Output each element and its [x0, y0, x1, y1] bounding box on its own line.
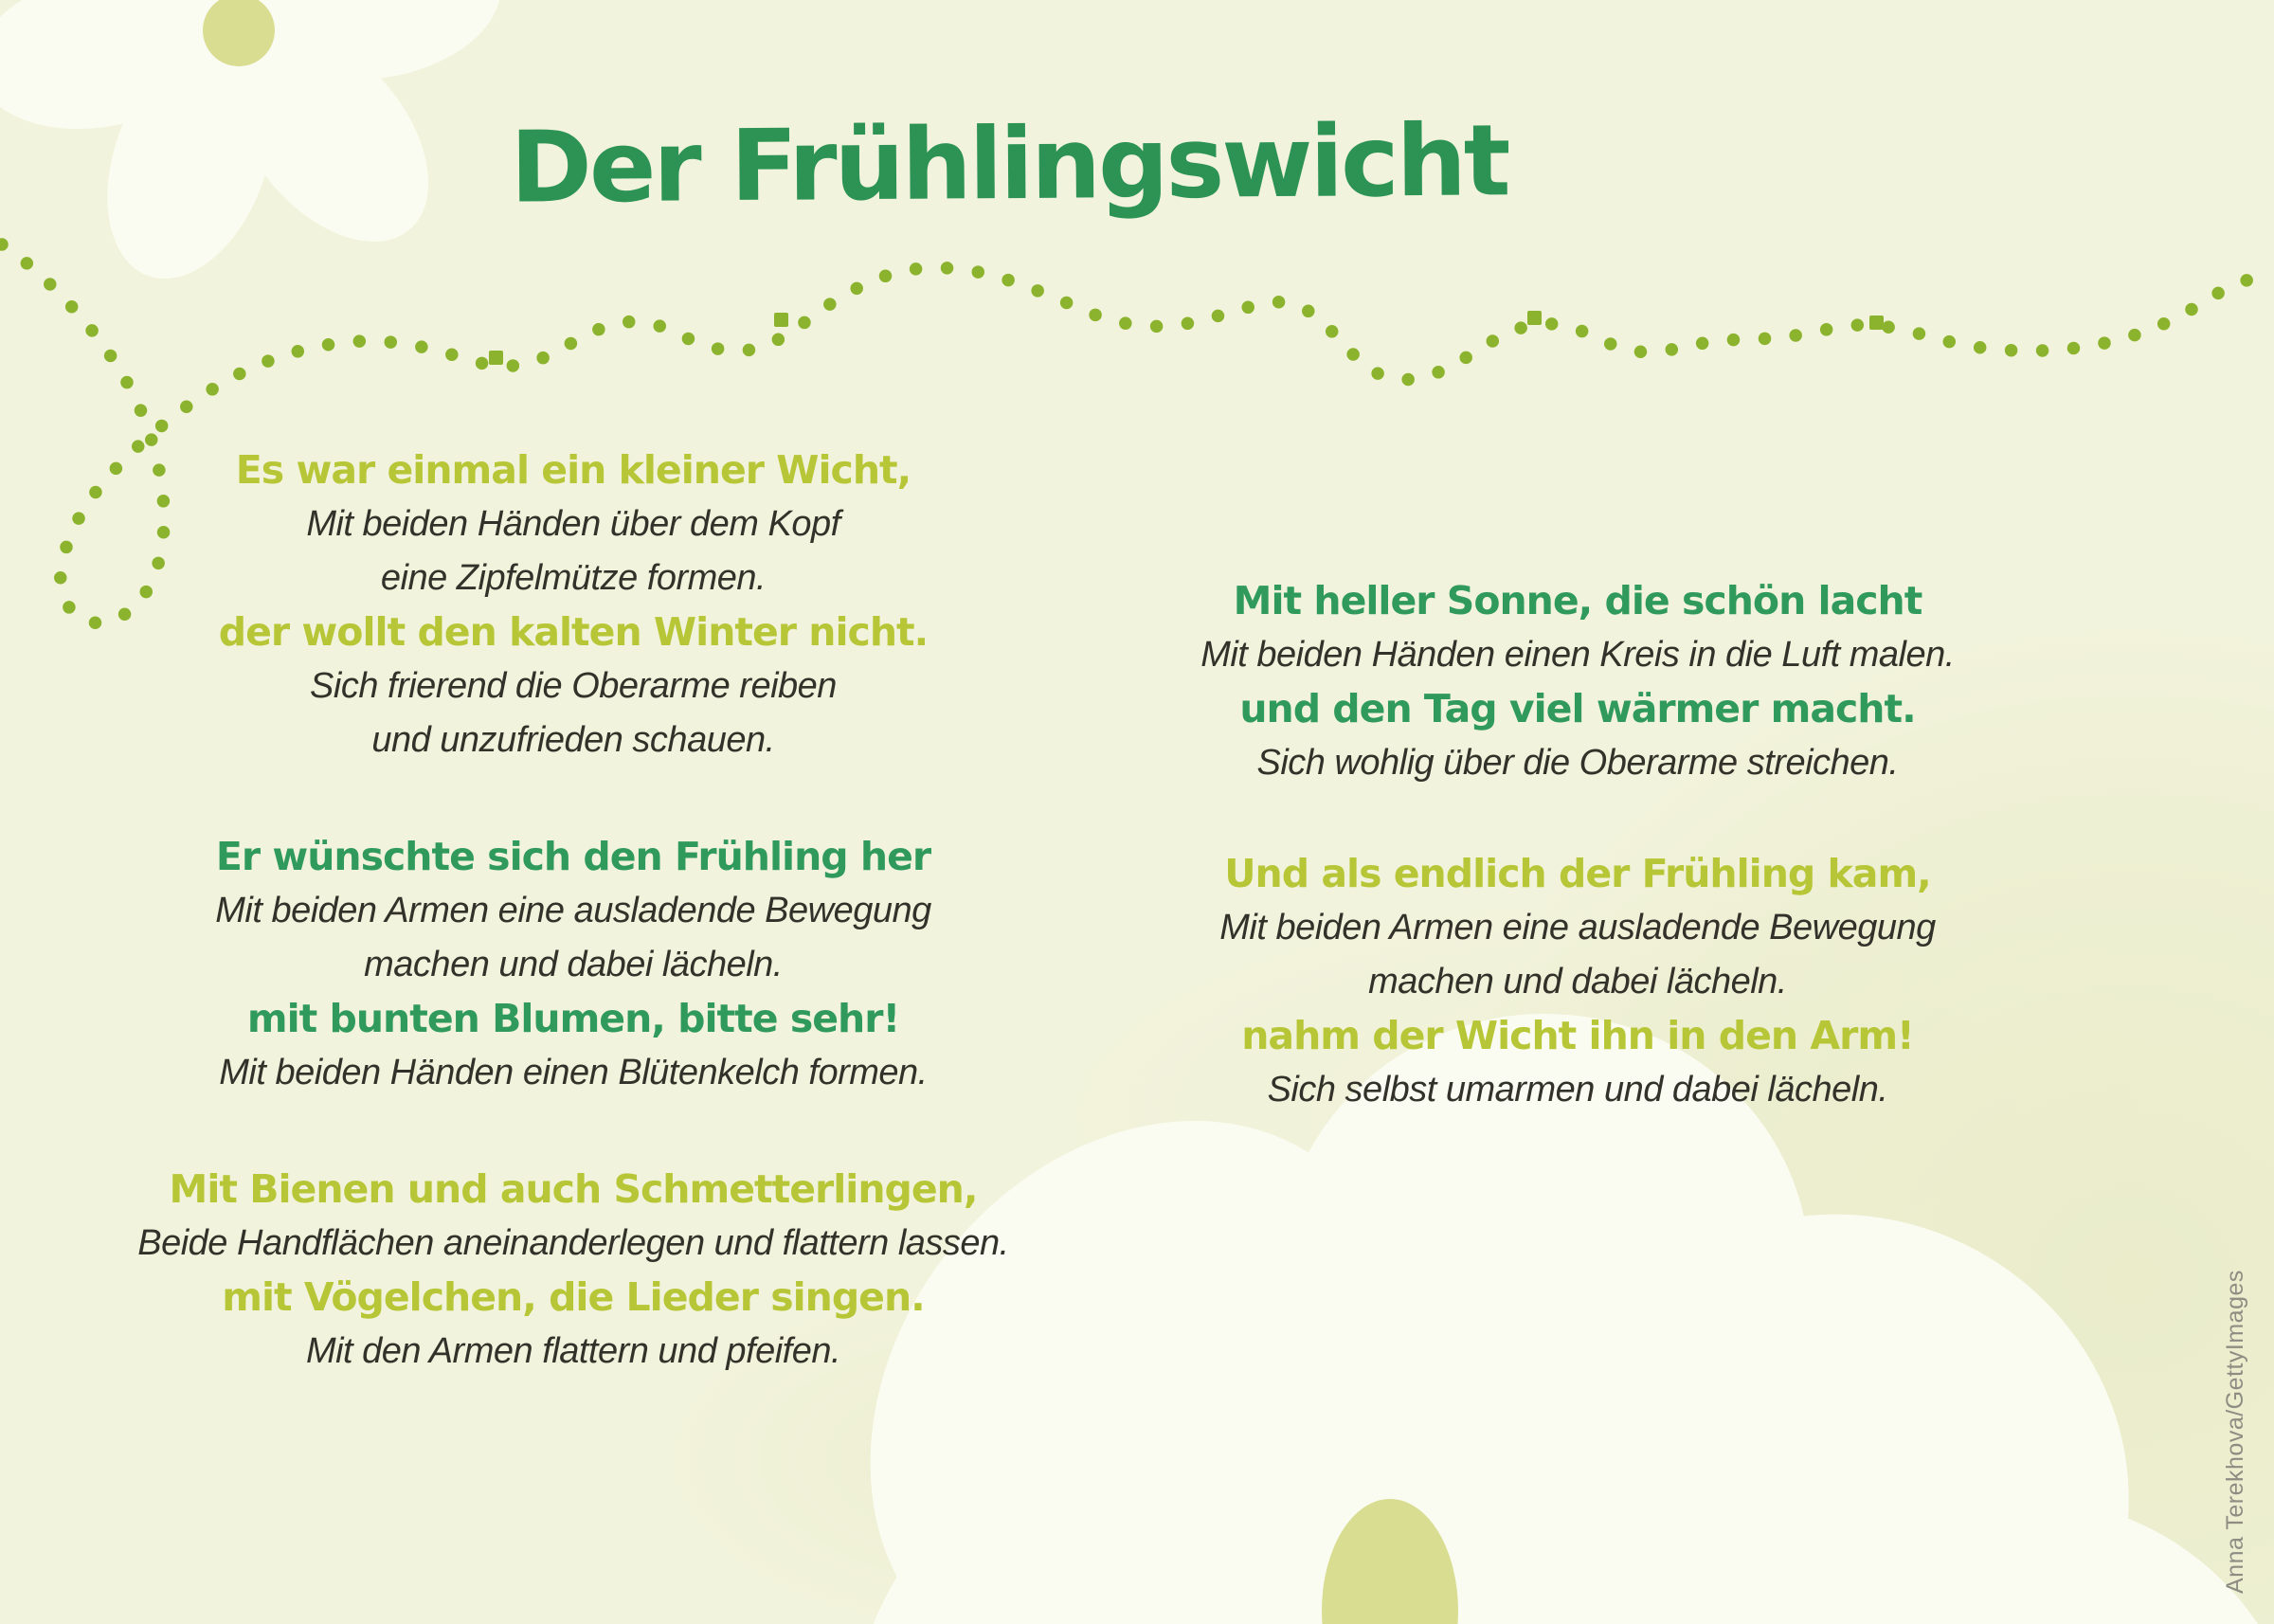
stanza [1118, 847, 2037, 1117]
gesture-instruction-line: Mit den Armen flattern und pfeifen. [305, 1331, 841, 1371]
gesture-instruction-line: Mit beiden Händen über dem Kopf [306, 504, 840, 544]
gesture-instruction-line: Beide Handflächen aneinanderlegen und flattern lassen. [137, 1223, 1009, 1263]
stanza [85, 443, 1061, 767]
gesture-instruction-line: Mit beiden Händen einen Blütenkelch formen. [219, 1053, 928, 1092]
verse-line: Mit heller Sonne, die schön lacht [1233, 578, 1922, 623]
photo-credit: Anna Terekhova/GettyImages [2222, 1270, 2248, 1594]
gesture-instruction-line: Sich wohlig über die Oberarme streichen. [1256, 743, 1899, 783]
gesture-instruction-line: Mit beiden Armen eine ausladende Bewegung [215, 891, 931, 930]
verse-line: Es war einmal ein kleiner Wicht, [235, 447, 911, 493]
verse-line: Mit Bienen und auch Schmetterlingen, [169, 1166, 978, 1212]
poem-column-right [1118, 574, 2037, 1117]
verse-line: der wollt den kalten Winter nicht. [218, 609, 929, 655]
page-title: Der Frühlingswicht [510, 101, 1508, 226]
verse-line: mit bunten Blumen, bitte sehr! [246, 996, 900, 1041]
gesture-instruction-line: Sich selbst umarmen und dabei lächeln. [1267, 1070, 1888, 1110]
gesture-instruction-line: und unzufrieden schauen. [371, 720, 775, 760]
stanza [85, 1163, 1061, 1379]
gesture-instruction-line: machen und dabei lächeln. [364, 945, 783, 984]
gesture-instruction-line: Sich frierend die Oberarme reiben [310, 666, 837, 706]
gesture-instruction-line: machen und dabei lächeln. [1368, 962, 1787, 1001]
verse-line: Und als endlich der Frühling kam, [1224, 851, 1931, 896]
stanza [1118, 574, 2037, 790]
verse-line: Er wünschte sich den Frühling her [215, 834, 931, 879]
poem-column-left [85, 443, 1061, 1379]
gesture-instruction-line: Mit beiden Armen eine ausladende Bewegung [1219, 908, 1936, 947]
gesture-instruction-line: Mit beiden Händen einen Kreis in die Luft malen. [1200, 635, 1955, 675]
gesture-instruction-line: eine Zipfelmütze formen. [380, 558, 767, 598]
stanza [85, 830, 1061, 1100]
verse-line: und den Tag viel wärmer macht. [1239, 686, 1916, 731]
verse-line: nahm der Wicht ihn in den Arm! [1241, 1013, 1914, 1058]
verse-line: mit Vögelchen, die Lieder singen. [222, 1274, 925, 1320]
